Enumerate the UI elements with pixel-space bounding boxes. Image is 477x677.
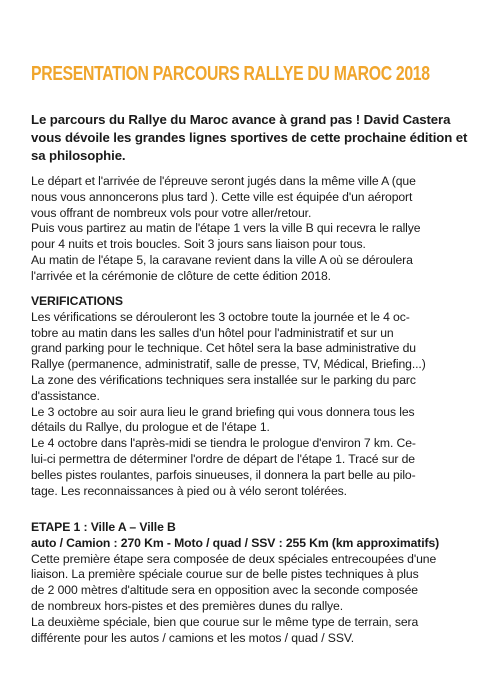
verifications-line: Le 4 octobre dans l'après-midi se tiendra le prologue d'environ 7 km. Ce- [31,436,416,451]
etape1-line: de 2 000 mètres d'altitude sera en opposition avec la seconde composée [31,583,418,598]
verifications-line: La zone des vérifications techniques sera installée sur le parking du parc [31,372,416,387]
verifications-line: tage. Les reconnaissances à pied ou à vélo seront tolérées. [31,483,347,498]
verifications-line: belles pistes roulantes, parfois sinueuses, il donnera la part belle au pilo- [31,467,416,482]
intro-line: Au matin de l'étape 5, la caravane revient dans la ville A où se déroulera [31,252,413,267]
intro-line: nous vous annoncerons plus tard ). Cette ville est équipée d'un aéroport [31,189,413,204]
page-title [31,63,430,86]
etape1-heading: ETAPE 1 : Ville A – Ville B [31,520,176,534]
etape1-line: Cette première étape sera composée de deux spéciales entrecoupées d'une [31,551,437,566]
verifications-line: Rallye (permanence, administratif, salle de presse, TV, Médical, Briefing...) [31,357,426,372]
verifications-line: Les vérifications se dérouleront les 3 octobre toute la journée et le 4 oc- [31,309,410,324]
etape1-subheading: auto / Camion : 270 Km - Moto / quad / SSV : 255 Km (km approximatifs) [31,535,440,550]
verifications-line: tobre au matin dans les salles d'un hôtel pour l'administratif et sur un [31,325,394,340]
verifications-line: d'assistance. [31,388,100,403]
verifications-section [31,294,471,499]
intro-line: Le départ et l'arrivée de l'épreuve seront jugés dans la même ville A (que [31,174,416,188]
intro-line: vous offrant de nombreux vols pour votre aller/retour. [31,205,312,220]
intro-section [31,174,471,285]
etape1-line: liaison. La première spéciale courue sur de belle pistes techniques à plus [31,567,419,582]
etape1-line: différente pour les autos / camions et les motos / quad / SSV. [31,630,355,645]
title-text: PRESENTATION PARCOURS RALLYE DU MAROC 2018 [31,63,430,85]
verifications-line: Le 3 octobre au soir aura lieu le grand briefing qui vous donnera tous les [31,404,415,419]
etape1-section [31,520,471,646]
etape1-line: La deuxième spéciale, bien que courue sur le même type de terrain, sera [31,614,419,629]
intro-line: pour 4 nuits et trois boucles. Soit 3 jours sans liaison pour tous. [31,237,366,252]
verifications-line: grand parking pour le technique. Cet hôtel sera la base administrative du [31,341,416,356]
verifications-heading: VERIFICATIONS [31,294,123,308]
verifications-line: lui-ci permettra de déterminer l'ordre de départ de l'étape 1. Tracé sur de [31,451,415,466]
lead-paragraph: Le parcours du Rallye du Maroc avance à grand pas ! David Castera vous dévoile les grandes lignes sportives de cette prochaine édition et sa philosophie. [31,112,468,163]
intro-line: Puis vous partirez au matin de l'étape 1 vers la ville B qui recevra le rallye [31,221,421,236]
verifications-line: détails du Rallye, du prologue et de l'étape 1. [31,420,270,435]
intro-line: l'arrivée et la cérémonie de clôture de cette édition 2018. [31,268,331,283]
etape1-line: de nombreux hors-pistes et des premières dunes du rallye. [31,598,344,613]
